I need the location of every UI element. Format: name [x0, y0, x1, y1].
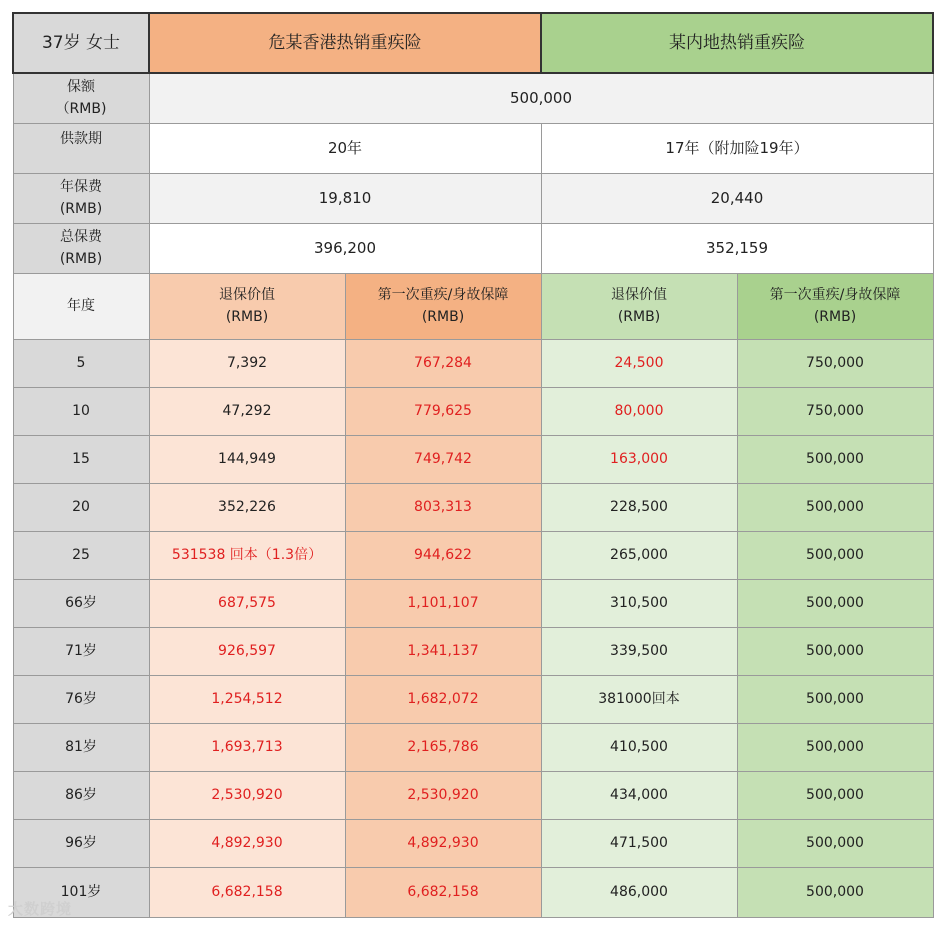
surrender-hk-cell: 47,292 [149, 387, 345, 435]
ci-hk-cell: 767,284 [345, 339, 541, 387]
surrender-hk-cell: 6,682,158 [149, 867, 345, 917]
payment-term-hk: 20年 [149, 123, 541, 173]
year-cell: 86岁 [13, 771, 149, 819]
year-cell: 5 [13, 339, 149, 387]
surrender-hk-header: 退保价值 (RMB) [149, 273, 345, 339]
total-premium-cn: 352,159 [541, 223, 933, 273]
ci-hk-cell: 944,622 [345, 531, 541, 579]
payment-term-label: 供款期 [13, 123, 149, 173]
ci-cn-cell: 750,000 [737, 387, 933, 435]
surrender-hk-cell: 352,226 [149, 483, 345, 531]
surrender-hk-cell: 2,530,920 [149, 771, 345, 819]
table-row [13, 339, 933, 387]
ci-cn-header: 第一次重疾/身故保障 (RMB) [737, 273, 933, 339]
corner-cell: 37岁 女士 [13, 13, 149, 73]
surrender-cn-cell: 381000回本 [541, 675, 737, 723]
surrender-cn-cell: 163,000 [541, 435, 737, 483]
table-row [13, 483, 933, 531]
table-row [13, 819, 933, 867]
ci-cn-cell: 500,000 [737, 579, 933, 627]
ci-cn-cell: 750,000 [737, 339, 933, 387]
ci-hk-header: 第一次重疾/身故保障 (RMB) [345, 273, 541, 339]
ci-cn-cell: 500,000 [737, 435, 933, 483]
surrender-cn-header: 退保价值 (RMB) [541, 273, 737, 339]
total-premium-label: 总保费 (RMB) [13, 223, 149, 273]
ci-cn-cell: 500,000 [737, 675, 933, 723]
year-cell: 71岁 [13, 627, 149, 675]
ci-cn-cell: 500,000 [737, 627, 933, 675]
surrender-hk-cell: 4,892,930 [149, 819, 345, 867]
ci-hk-cell: 749,742 [345, 435, 541, 483]
product-cn-header: 某内地热销重疾险 [541, 13, 933, 73]
surrender-hk-cell: 687,575 [149, 579, 345, 627]
product-hk-header: 危某香港热销重疾险 [149, 13, 541, 73]
ci-cn-cell: 500,000 [737, 771, 933, 819]
total-premium-hk: 396,200 [149, 223, 541, 273]
surrender-hk-cell: 1,254,512 [149, 675, 345, 723]
table-row [13, 723, 933, 771]
table-row [13, 771, 933, 819]
annual-premium-hk: 19,810 [149, 173, 541, 223]
table-row [13, 435, 933, 483]
ci-hk-cell: 1,341,137 [345, 627, 541, 675]
annual-premium-label: 年保费 (RMB) [13, 173, 149, 223]
payment-term-cn: 17年（附加险19年） [541, 123, 933, 173]
ci-hk-cell: 779,625 [345, 387, 541, 435]
ci-cn-cell: 500,000 [737, 819, 933, 867]
watermark: 大数跨境 [8, 900, 73, 918]
surrender-cn-cell: 486,000 [541, 867, 737, 917]
surrender-cn-cell: 24,500 [541, 339, 737, 387]
year-cell: 101岁 [13, 867, 149, 917]
year-cell: 15 [13, 435, 149, 483]
surrender-hk-cell: 926,597 [149, 627, 345, 675]
ci-cn-cell: 500,000 [737, 531, 933, 579]
table-row [13, 387, 933, 435]
sum-insured-value: 500,000 [149, 73, 933, 123]
annual-premium-cn: 20,440 [541, 173, 933, 223]
ci-hk-cell: 2,530,920 [345, 771, 541, 819]
surrender-cn-cell: 410,500 [541, 723, 737, 771]
year-cell: 66岁 [13, 579, 149, 627]
ci-hk-cell: 4,892,930 [345, 819, 541, 867]
comparison-table [12, 12, 934, 918]
table-row [13, 531, 933, 579]
surrender-cn-cell: 265,000 [541, 531, 737, 579]
surrender-cn-cell: 471,500 [541, 819, 737, 867]
surrender-hk-cell: 1,693,713 [149, 723, 345, 771]
surrender-hk-cell: 531538 回本（1.3倍） [149, 531, 345, 579]
ci-hk-cell: 1,101,107 [345, 579, 541, 627]
surrender-cn-cell: 310,500 [541, 579, 737, 627]
ci-cn-cell: 500,000 [737, 483, 933, 531]
year-cell: 25 [13, 531, 149, 579]
surrender-cn-cell: 228,500 [541, 483, 737, 531]
ci-hk-cell: 6,682,158 [345, 867, 541, 917]
table-row [13, 627, 933, 675]
ci-cn-cell: 500,000 [737, 867, 933, 917]
surrender-hk-cell: 144,949 [149, 435, 345, 483]
surrender-cn-cell: 434,000 [541, 771, 737, 819]
table-row [13, 867, 933, 917]
year-cell: 10 [13, 387, 149, 435]
table-row [13, 579, 933, 627]
year-column-header: 年度 [13, 273, 149, 339]
ci-cn-cell: 500,000 [737, 723, 933, 771]
ci-hk-cell: 803,313 [345, 483, 541, 531]
ci-hk-cell: 2,165,786 [345, 723, 541, 771]
ci-hk-cell: 1,682,072 [345, 675, 541, 723]
sum-insured-label: 保额 （RMB) [13, 73, 149, 123]
year-cell: 20 [13, 483, 149, 531]
year-cell: 96岁 [13, 819, 149, 867]
year-cell: 81岁 [13, 723, 149, 771]
surrender-cn-cell: 339,500 [541, 627, 737, 675]
surrender-hk-cell: 7,392 [149, 339, 345, 387]
year-cell: 76岁 [13, 675, 149, 723]
table-row [13, 675, 933, 723]
surrender-cn-cell: 80,000 [541, 387, 737, 435]
